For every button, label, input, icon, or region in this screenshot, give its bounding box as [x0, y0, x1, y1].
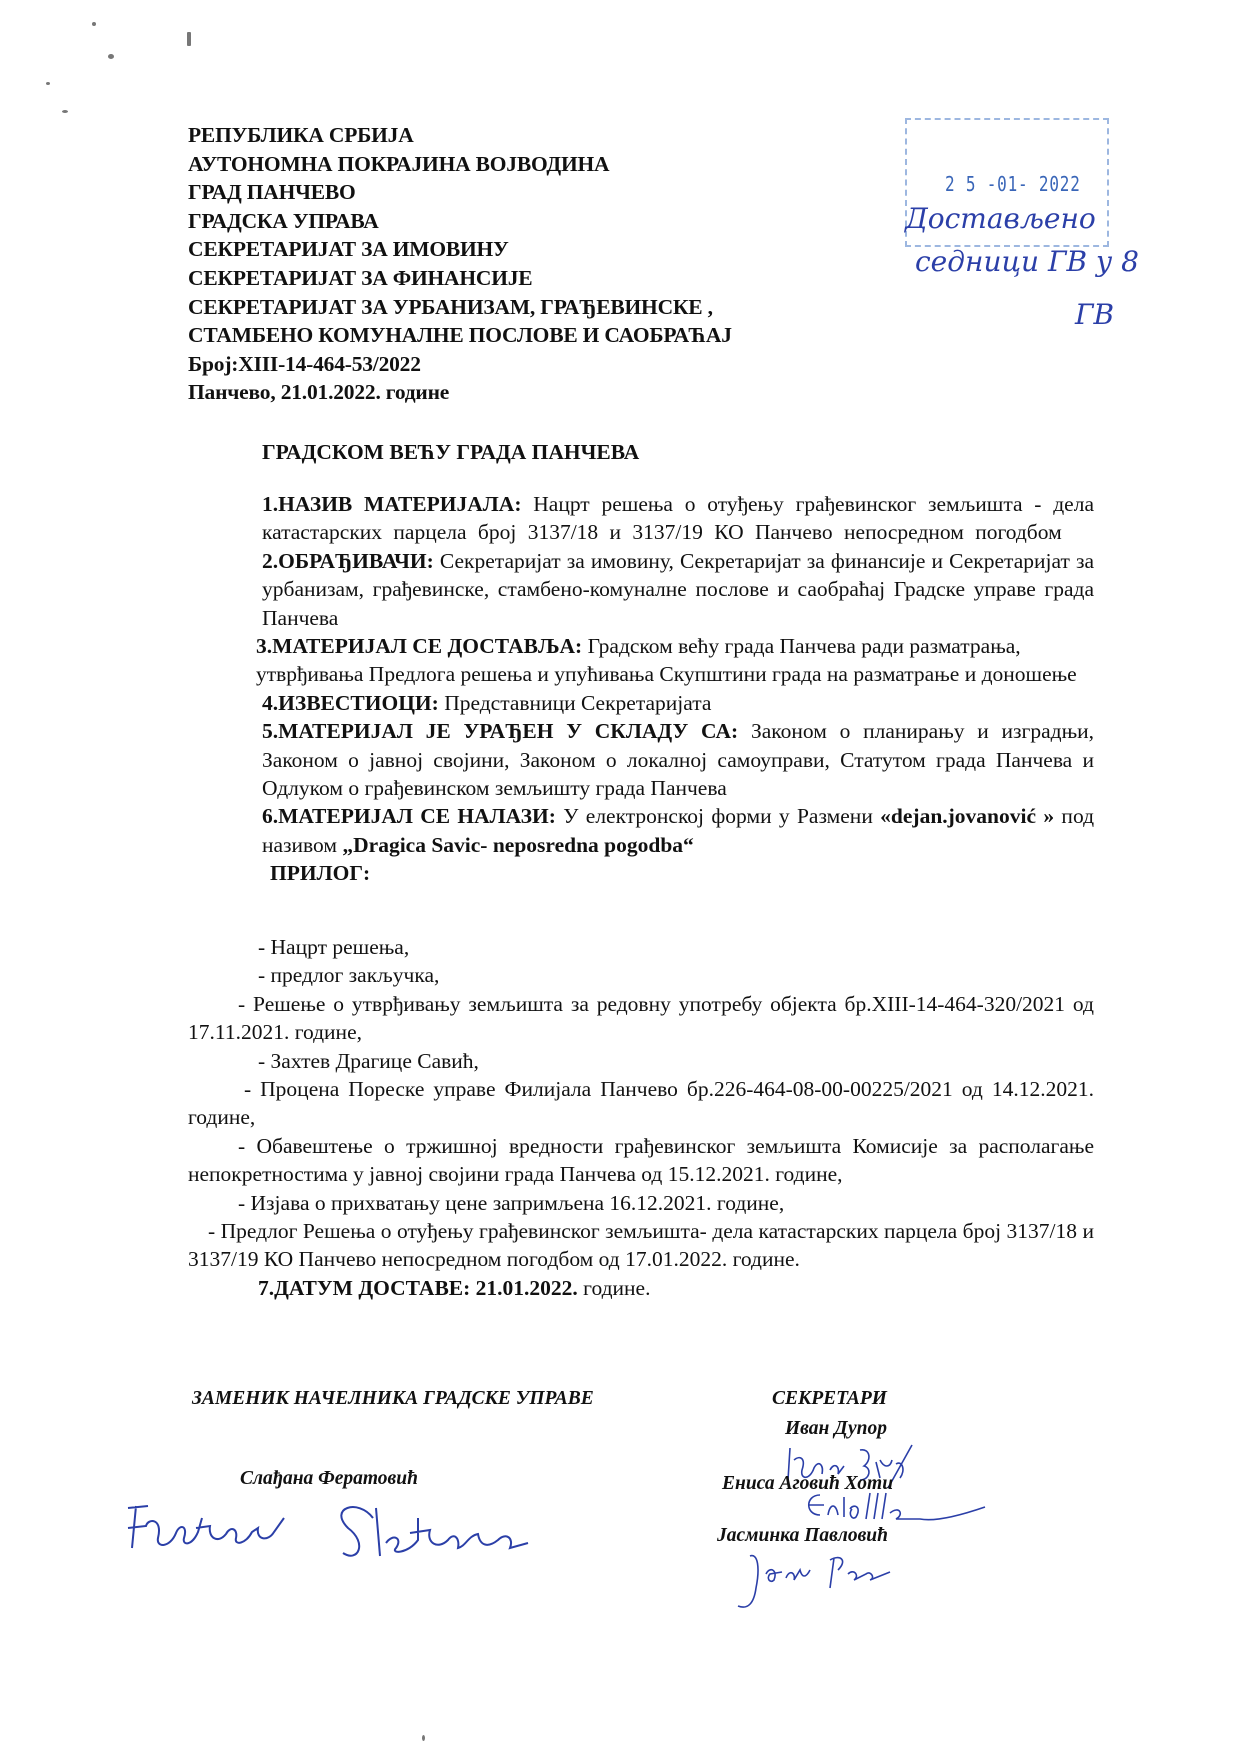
attachment-item: - Решење о утврђивању земљишта за редовну употребу објекта бр.XIII-14-464-320/2021 од 17.11.2021. године, [188, 991, 1094, 1045]
header-line-secretariat-urbanism: СЕКРЕТАРИЈАТ ЗА УРБАНИЗАМ, ГРАЂЕВИНСКЕ , [188, 294, 713, 319]
delivery-suffix: године. [577, 1275, 651, 1300]
attachment-item: - Нацрт решења, [258, 935, 410, 959]
signature-agovic-hoti [800, 1485, 990, 1530]
scan-speck [187, 32, 191, 46]
item-location [262, 802, 1094, 859]
item-text-mid: под називом [262, 804, 1095, 857]
deputy-head-title: ЗАМЕНИК НАЧЕЛНИКА ГРАДСКЕ УПРАВЕ [192, 1388, 594, 1409]
attachment-item: - предлог закључка, [258, 963, 440, 988]
header-line-province: АУТОНОМНА ПОКРАЈИНА ВОЈВОДИНА [188, 151, 610, 176]
header-line-administration: ГРАДСКА УПРАВА [188, 208, 379, 233]
exchange-user: «dejan.jovanović » [880, 804, 1055, 829]
signature-pavlovic [730, 1548, 910, 1613]
item-text: Законом о планирању и изградњи, Законом о јавној својини, Законом о локалној самоуправи, Статутом града Панчева и Одлуком о грађевинском земљишту града Панчева [262, 719, 1095, 801]
item-text: Представници Секретаријата [438, 690, 712, 715]
secretary-name-dupor: Иван Дупор [785, 1418, 888, 1439]
handwritten-note-line-1: Достављено [905, 202, 1096, 235]
secretary-name-agovic-hoti: Ениса Аговић Хоти [722, 1473, 894, 1494]
handwritten-initials: ГВ [1075, 298, 1115, 331]
secretaries-title: СЕКРЕТАРИ [772, 1388, 887, 1409]
material-items [256, 490, 1095, 888]
deputy-head-name: Слађана Фератовић [240, 1468, 418, 1489]
issuer-header [188, 121, 732, 407]
document-number: Број:XIII-14-464-53/2022 [188, 351, 421, 376]
scan-speck [46, 82, 50, 85]
item-label: 6.МАТЕРИЈАЛ СЕ НАЛАЗИ: [262, 804, 556, 829]
delivery-label: 7.ДАТУМ ДОСТАВЕ: 21.01.2022. [258, 1275, 578, 1300]
item-label: 1.НАЗИВ МАТЕРИЈАЛА: [262, 492, 522, 516]
header-line-secretariat-finance: СЕКРЕТАРИЈАТ ЗА ФИНАНСИЈЕ [188, 265, 533, 290]
item-text: Градском већу града Панчева ради разматрања, утврђивања Предлога решења и упућивања Скупштини града на разматрање и доношење [256, 634, 1077, 687]
item-label: 5.МАТЕРИЈАЛ ЈЕ УРАЂЕН У СКЛАДУ СА: [262, 719, 739, 744]
item-text: Секретаријат за имовину, Секретаријат за финансије и Секретаријат за урбанизам, грађевинске, стамбено-комуналне послове и саобраћај Градске управе града Панчева [262, 548, 1094, 630]
scan-speck [92, 22, 96, 26]
item-label: 4.ИЗВЕСТИОЦИ: [262, 690, 439, 715]
item-rapporteurs [262, 689, 1094, 717]
file-name: „Dragica Savic- neposredna pogodba“ [342, 832, 694, 857]
stamp-date: 2 5 -01- 2022 [945, 172, 1081, 196]
signature-feratovic [118, 1488, 598, 1568]
attachments-title: ПРИЛОГ: [270, 861, 371, 886]
delivery-date [188, 1274, 1094, 1302]
header-line-country: РЕПУБЛИКА СРБИЈА [188, 123, 414, 147]
item-text: Нацрт решења о отуђењу грађевинског земљишта - дела катастарских парцела број 3137/18 и 3137/19 КО Панчево непосредном погодбом [262, 492, 1094, 545]
attachment-item: - Обавештење о тржишној вредности грађевинског земљишта Комисије за располагање непокретностима у јавној својини града Панчева од 15.12.2021. године, [188, 1133, 1094, 1187]
attachment-item: - Захтев Драгице Савић, [258, 1048, 479, 1073]
item-label: 3.МАТЕРИЈАЛ СЕ ДОСТАВЉА: [256, 634, 583, 659]
header-line-secretariat-urbanism-cont: СТАМБЕНО КОМУНАЛНЕ ПОСЛОВЕ И САОБРАЋАЈ [188, 323, 732, 348]
item-authors [262, 547, 1094, 632]
attachment-item: - Процена Пореске управе Филијала Панчево бр.226-464-08-00-00225/2021 од 14.12.2021. године, [188, 1077, 1094, 1130]
addressee: ГРАДСКОМ ВЕЋУ ГРАДА ПАНЧЕВА [262, 440, 640, 464]
header-line-secretariat-property: СЕКРЕТАРИЈАТ ЗА ИМОВИНУ [188, 237, 509, 262]
secretary-name-pavlovic: Јасминка Павловић [717, 1525, 888, 1546]
item-legal-basis [262, 717, 1094, 802]
scan-speck [422, 1735, 425, 1741]
handwritten-note-line-2: седници ГВ у 8 [915, 245, 1139, 278]
item-delivered-to [256, 632, 1094, 689]
attachments-list [188, 933, 1094, 1302]
document-date: Панчево, 21.01.2022. године [188, 380, 450, 405]
attachment-item: - Предлог Решења о отуђењу грађевинског земљишта- дела катастарских парцела број 3137/18 и 3137/19 КО Панчево непосредном погодбом од 17.01.2022. године. [188, 1219, 1094, 1272]
scan-speck [62, 110, 68, 113]
header-line-city: ГРАД ПАНЧЕВО [188, 180, 356, 205]
scan-speck [108, 54, 114, 59]
item-material-title [262, 490, 1094, 547]
attachment-item: - Изјава о прихватању цене запримљена 16.12.2021. године, [238, 1190, 785, 1215]
item-label: 2.ОБРАЂИВАЧИ: [262, 548, 434, 573]
item-text: У електронској форми у Размени [555, 804, 873, 829]
